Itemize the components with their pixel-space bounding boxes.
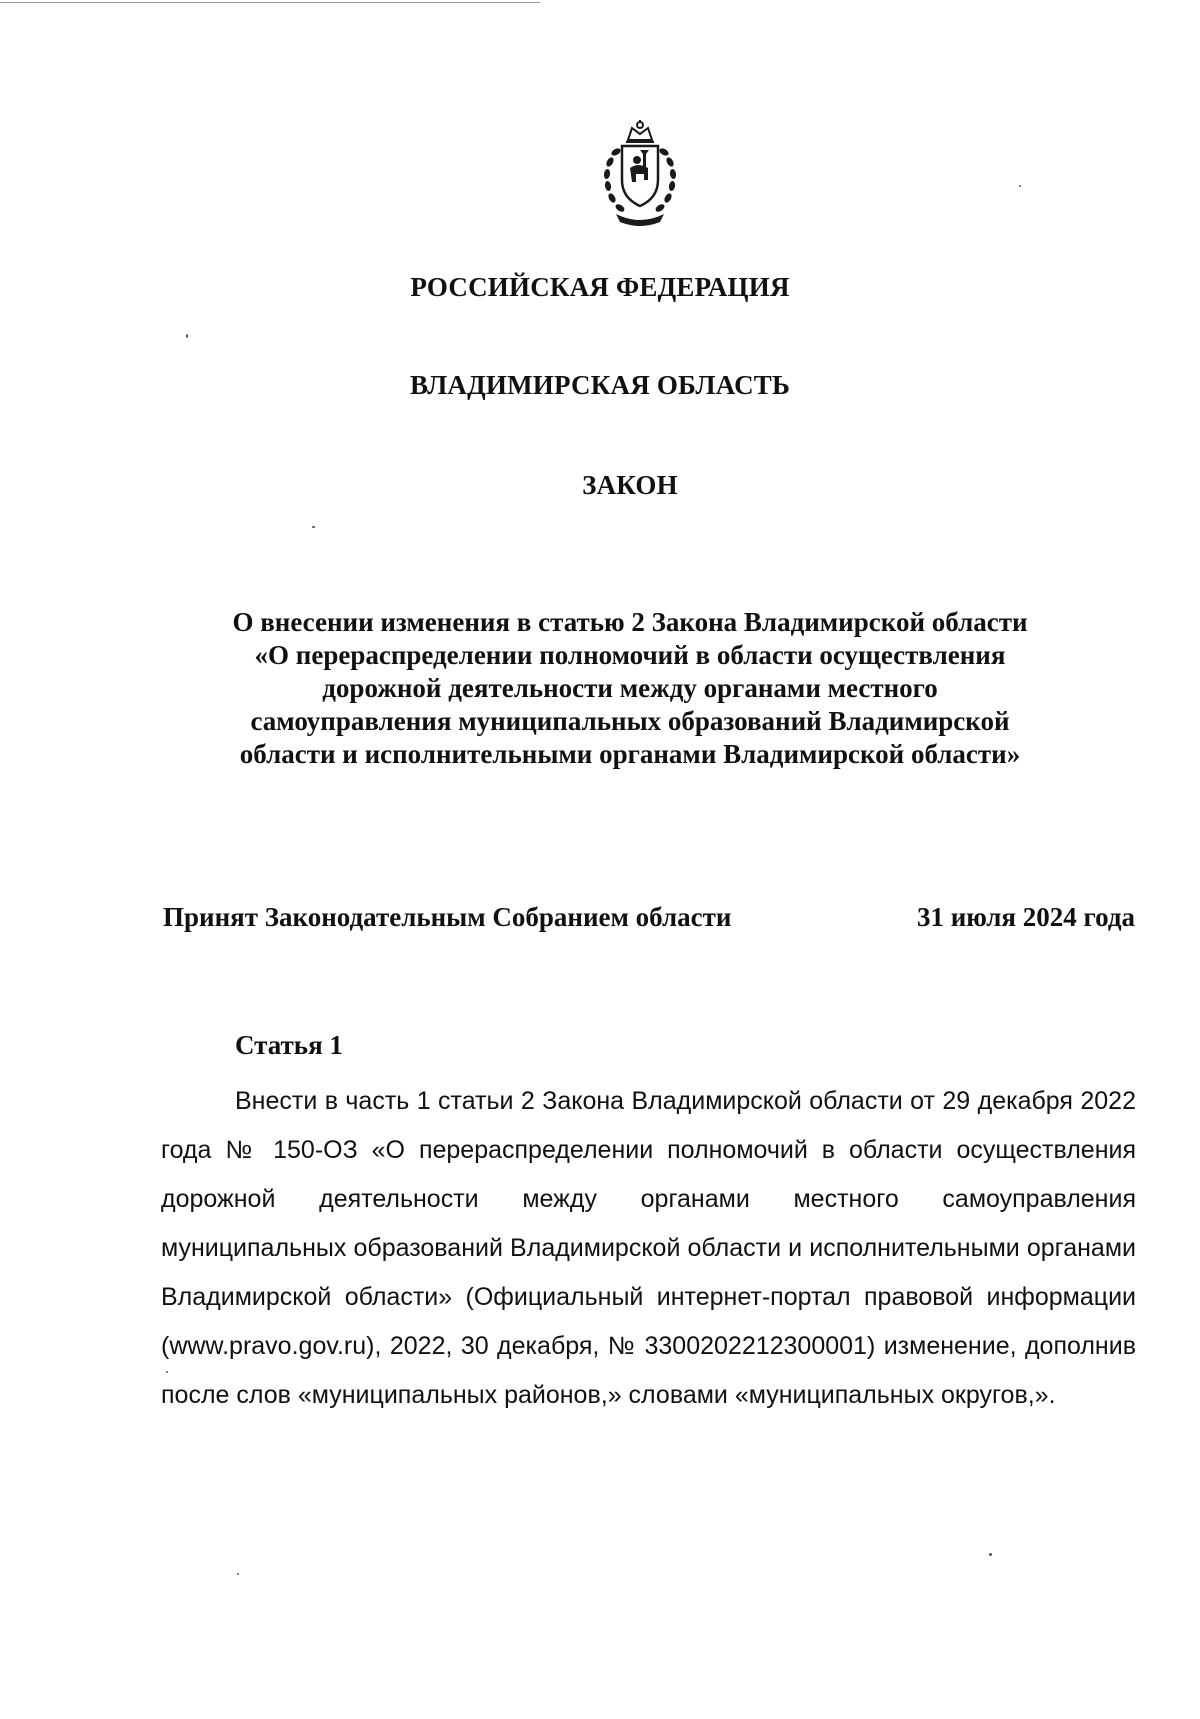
- scan-speck: [989, 1553, 992, 1556]
- article-heading: Статья 1: [235, 1030, 343, 1060]
- adopted-date: 31 июля 2024 года: [917, 902, 1135, 932]
- header-federation: РОССИЙСКАЯ ФЕДЕРАЦИЯ: [410, 272, 790, 302]
- scan-speck: [1019, 185, 1021, 187]
- adopted-by: Принят Законодательным Собранием области: [163, 902, 732, 932]
- scan-speck: [237, 1573, 239, 1575]
- article-text: Внести в часть 1 статьи 2 Закона Владимирской области от 29 декабря 2022 года № 150-ОЗ «О перераспределении полномочий в области осуществления дорожной деятельности между органами местного самоуправления муниципальных образований Владимирской области и исполнительными органами Владимирской области» (Официальный интернет-портал правовой информации (www.pravo.gov.ru), 2022, 30 декабря, № 3300202212300001) изменение, дополнив после слов «муниципальных районов,» словами «муниципальных округов,».: [161, 1087, 1136, 1409]
- header-document-type: ЗАКОН: [582, 470, 678, 500]
- scan-speck: [186, 334, 188, 338]
- coat-of-arms-icon: [590, 118, 690, 230]
- scan-speck: [166, 1371, 168, 1373]
- scan-speck: [312, 526, 315, 528]
- law-title: О внесении изменения в статью 2 Закона Владимирской области «О перераспределении полномочий в области осуществления дорожной деятельности между органами местного самоуправления муниципальных образований Владимирской области и исполнительными органами Владимирской области»: [232, 607, 1028, 769]
- header-region: ВЛАДИМИРСКАЯ ОБЛАСТЬ: [409, 370, 791, 400]
- scan-edge-line: [0, 2, 540, 3]
